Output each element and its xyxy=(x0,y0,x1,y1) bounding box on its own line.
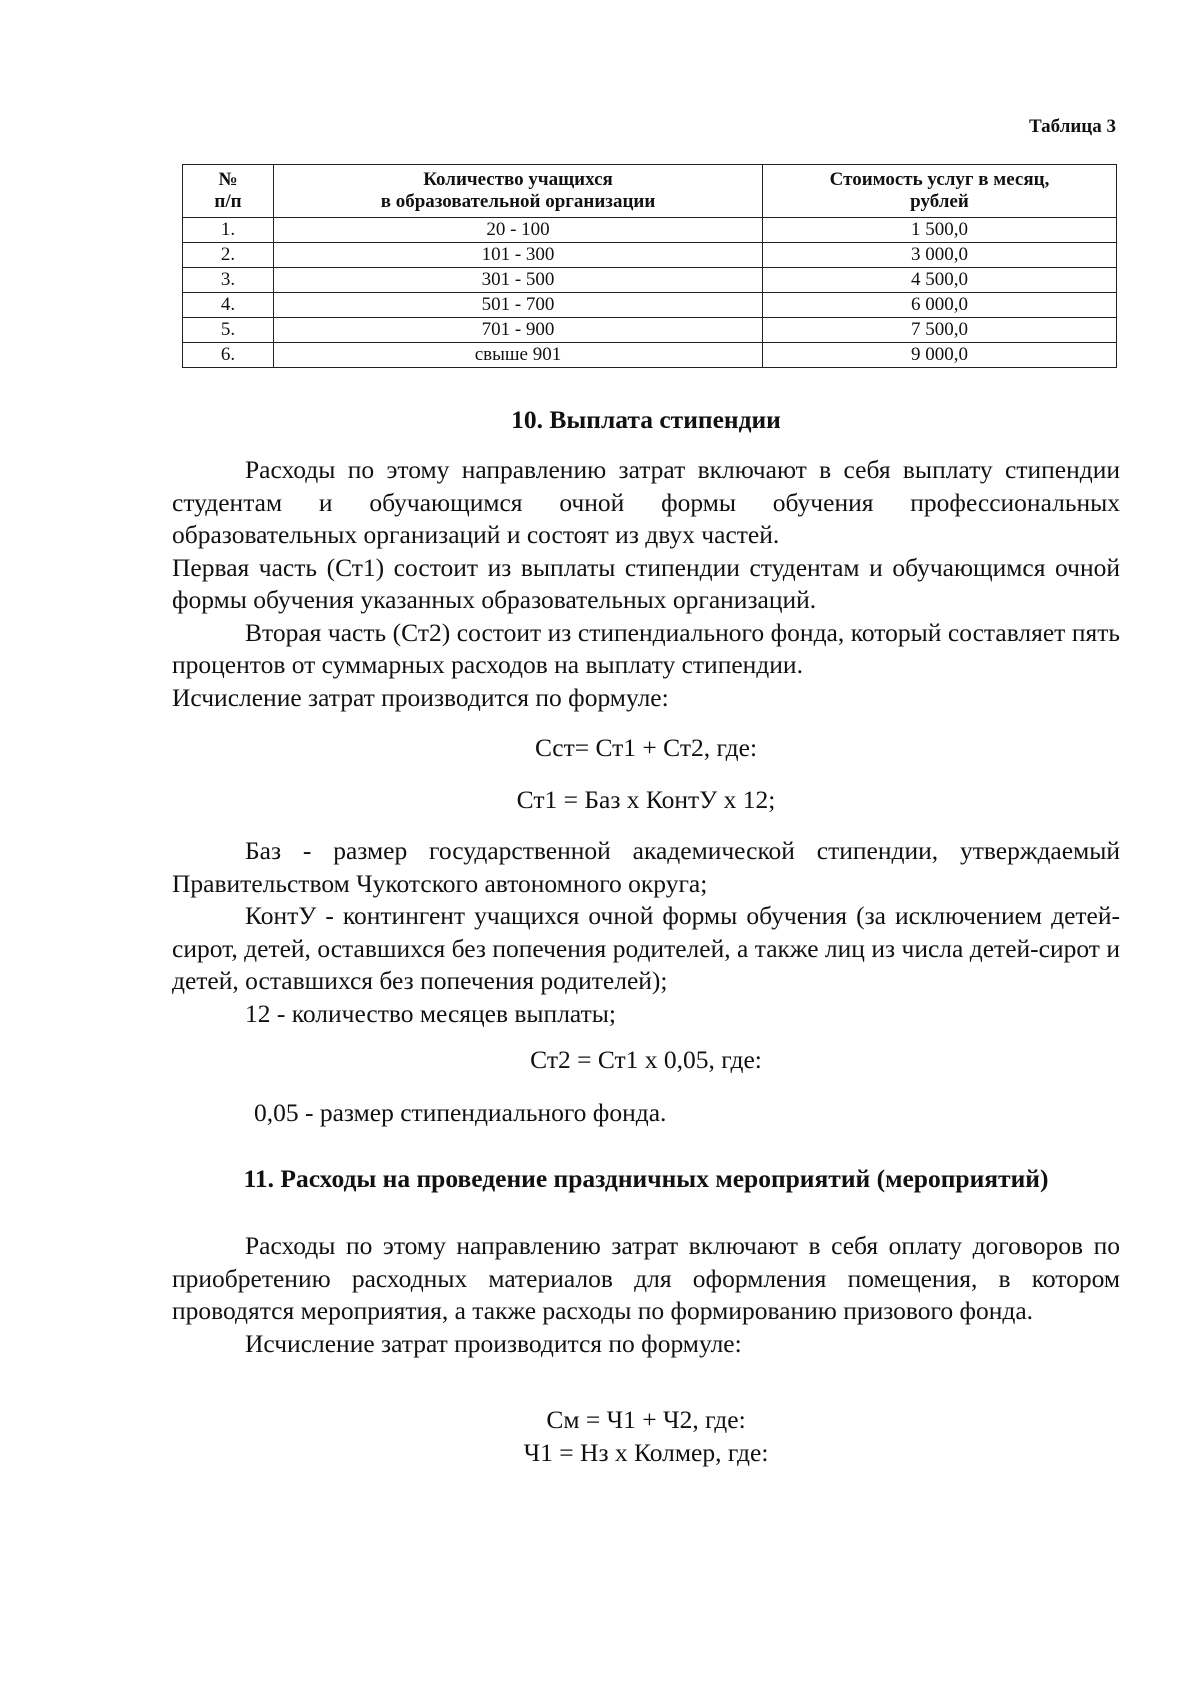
section-10-paragraph-2: Первая часть (Ст1) состоит из выплаты стипендии студентам и обучающимся очной формы обучения указанных образовательных организаций. xyxy=(172,552,1120,614)
table-row: 2. 101 - 300 3 000,0 xyxy=(183,243,1117,268)
definition-12: 12 - количество месяцев выплаты; xyxy=(245,998,616,1028)
table-row: 6. свыше 901 9 000,0 xyxy=(183,343,1117,368)
section-10-paragraph-1: Расходы по этому направлению затрат включают в себя выплату стипендии студентам и обучающимся очной формы обучения профессиональных образовательных организаций и состоят из двух частей. xyxy=(172,455,1120,549)
definition-baz: Баз - размер государственной академической стипендии, утверждаемый Правительством Чукотского автономного округа; xyxy=(172,836,1120,898)
formula-st1: Ст1 = Баз х КонтУ х 12; xyxy=(516,785,776,814)
section-11-paragraph-1: Расходы по этому направлению затрат включают в себя оплату договоров по приобретению расходных материалов для оформления помещения, в котором проводятся мероприятия, а также расходы по формированию призового фонда. xyxy=(172,1231,1120,1325)
header-cost: Стоимость услуг в месяц, рублей xyxy=(763,165,1117,218)
formula-ch1: Ч1 = Нз х Колмер, где: xyxy=(523,1438,769,1467)
section-10-title: 10. Выплата стипендии xyxy=(511,405,781,434)
table-row: 3. 301 - 500 4 500,0 xyxy=(183,268,1117,293)
table-row: 1. 20 - 100 1 500,0 xyxy=(183,218,1117,243)
table-caption: Таблица 3 xyxy=(1028,116,1116,137)
table-row: 4. 501 - 700 6 000,0 xyxy=(183,293,1117,318)
formula-sm: См = Ч1 + Ч2, где: xyxy=(546,1405,746,1434)
definition-005: 0,05 - размер стипендиального фонда. xyxy=(254,1098,667,1127)
section-10-definitions xyxy=(172,835,1120,1030)
section-11-title: 11. Расходы на проведение праздничных мероприятий (мероприятий) xyxy=(243,1164,1049,1193)
section-10-body xyxy=(172,454,1120,714)
section-11-body xyxy=(172,1230,1120,1360)
section-11-paragraph-2: Исчисление затрат производится по формуле: xyxy=(245,1328,742,1358)
header-num: № п/п xyxy=(183,165,274,218)
definition-kontu: КонтУ - контингент учащихся очной формы обучения (за исключением детей-сирот, детей, оставшихся без попечения родителей, а также лиц из числа детей-сирот и детей, оставшихся без попечения родителей); xyxy=(172,901,1120,995)
cost-table xyxy=(182,164,1117,368)
table-row: 5. 701 - 900 7 500,0 xyxy=(183,318,1117,343)
formula-st2: Ст2 = Ст1 х 0,05, где: xyxy=(530,1045,762,1074)
table-header-row xyxy=(183,165,1117,218)
section-10-paragraph-4: Исчисление затрат производится по формуле: xyxy=(172,682,669,712)
section-10-paragraph-3: Вторая часть (Ст2) состоит из стипендиального фонда, который составляет пять процентов от суммарных расходов на выплату стипендии. xyxy=(172,617,1120,679)
header-count: Количество учащихся в образовательной организации xyxy=(274,165,763,218)
formula-sst: Сст= Ст1 + Ст2, где: xyxy=(534,733,758,762)
